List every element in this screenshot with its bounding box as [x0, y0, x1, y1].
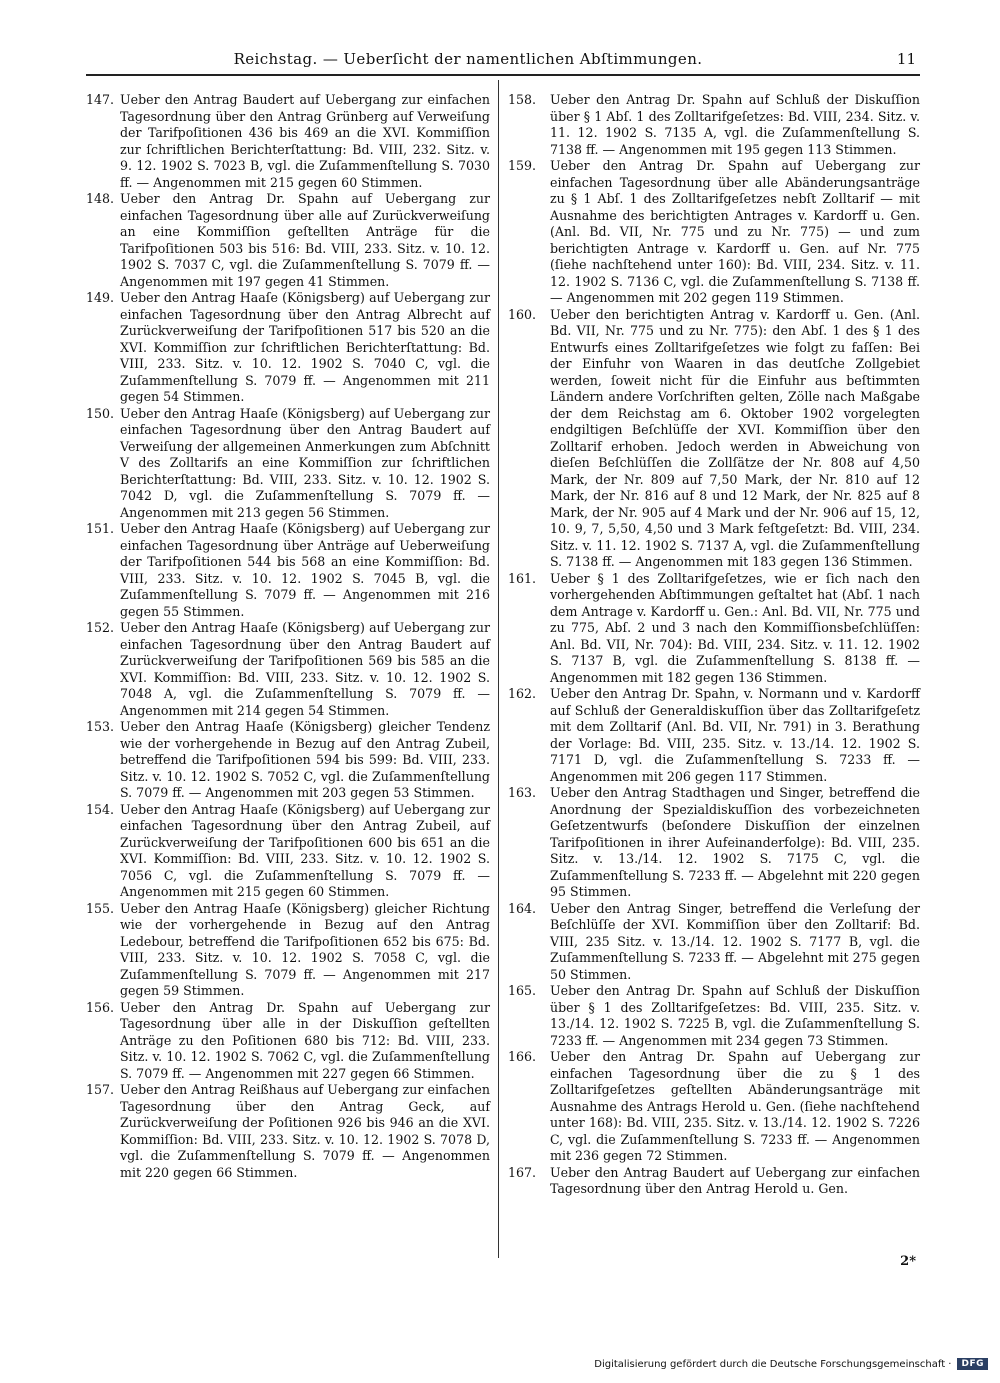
list-item	[86, 92, 490, 191]
entry-text: Ueber den Antrag Haaſe (Königsberg) auf Uebergang zur einfachen Tagesordnung über den Antrag Zubeil, auf Zurückverweiſung der Tarifpoſitionen 600 bis 651 an die XVI. Kommiſſion: Bd. VIII, 233. Sitz. v. 10. 12. 1902 S. 7056 C, vgl. die Zuſammenſtellung S. 7079 ff. — Angenommen mit 215 gegen 60 Stimmen.	[120, 801, 490, 899]
entry-text: Ueber den Antrag Baudert auf Uebergang zur einfachen Tagesordnung über den Antrag Grünberg auf Verweiſung der Tarifpoſitionen 436 bis 469 an die XVI. Kommiſſion zur ſchriftlichen Berichterſtattung: Bd. VIII, 232. Sitz. v. 9. 12. 1902 S. 7023 B, vgl. die Zuſammenſtellung S. 7030 ff. — Angenommen mit 215 gegen 60 Stimmen.	[120, 92, 490, 190]
entry-number: 153.	[86, 719, 115, 734]
entry-number: 150.	[86, 405, 115, 421]
entry-number: 159.	[508, 158, 537, 173]
list-item	[508, 307, 920, 571]
list-item	[86, 901, 490, 1000]
entry-number: 156.	[86, 999, 115, 1015]
entry-number: 154.	[86, 801, 115, 817]
entry-text: Ueber den Antrag Haaſe (Königsberg) auf Uebergang zur einfachen Tagesordnung über den Antrag Baudert auf Zurückverweiſung der Tarifpoſitionen 569 bis 585 an die XVI. Kommiſſion: Bd. VIII, 233. Sitz. v. 10. 12. 1902 S. 7048 A, vgl. die Zuſammenſtellung S. 7079 ff. — Angenommen mit 214 gegen 54 Stimmen.	[120, 620, 490, 718]
entry-number: 161.	[508, 570, 537, 586]
entry-number: 152.	[86, 620, 115, 635]
list-item	[86, 290, 490, 406]
entry-number: 167.	[508, 1164, 537, 1180]
entry-text: Ueber den Antrag Dr. Spahn, v. Normann und v. Kardorff auf Schluß der Generaldiskuſſion über das Zolltarifgeſetz mit dem Zolltarif (Anl. Bd. VII, Nr. 791) in 3. Berathung der Vorlage: Bd. VIII, 235. Sitz. v. 13./14. 12. 1902 S. 7171 D, vgl. die Zuſammenſtellung S. 7233 ff. — Angenommen mit 206 gegen 117 Stimmen.	[550, 686, 920, 784]
list-item	[508, 1165, 920, 1198]
list-item	[508, 1049, 920, 1165]
entry-number: 147.	[86, 92, 115, 107]
entry-number: 157.	[86, 1082, 115, 1097]
list-item	[508, 983, 920, 1049]
list-item	[86, 802, 490, 901]
entry-text: Ueber den Antrag Dr. Spahn auf Schluß der Diskuſſion über § 1 Abſ. 1 des Zolltarifgeſetzes: Bd. VIII, 234. Sitz. v. 11. 12. 1902 S. 7135 A, vgl. die Zuſammenſtellung S. 7138 ff. — Angenommen mit 195 gegen 113 Stimmen.	[550, 92, 920, 157]
list-item	[508, 158, 920, 307]
entry-number: 148.	[86, 191, 115, 206]
entry-number: 151.	[86, 521, 115, 536]
page-header	[86, 44, 920, 76]
entry-number: 158.	[508, 92, 537, 107]
list-item	[508, 785, 920, 901]
entry-text: Ueber den Antrag Haaſe (Königsberg) gleicher Tendenz wie der vorhergehende in Bezug auf den Antrag Zubeil, betreffend die Tarifpoſitionen 594 bis 599: Bd. VIII, 233. Sitz. v. 10. 12. 1902 S. 7052 C, vgl. die Zuſammenſtellung S. 7079 ff. — Angenommen mit 203 gegen 53 Stimmen.	[120, 719, 490, 800]
left-column	[86, 92, 490, 1181]
entry-number: 164.	[508, 900, 537, 916]
entry-text: Ueber den Antrag Dr. Spahn auf Schluß der Diskuſſion über § 1 des Zolltarifgeſetzes: Bd. VIII, 235. Sitz. v. 13./14. 12. 1902 S. 7225 B, vgl. die Zuſammenſtellung S. 7233 ff. — Angenommen mit 234 gegen 73 Stimmen.	[550, 983, 920, 1048]
list-item	[86, 719, 490, 802]
entry-number: 163.	[508, 785, 537, 800]
page-number: 11	[896, 50, 916, 68]
entry-number: 149.	[86, 290, 115, 305]
list-item	[508, 901, 920, 984]
entry-number: 165.	[508, 983, 537, 998]
entry-text: Ueber den Antrag Dr. Spahn auf Uebergang zur einfachen Tagesordnung über alle Abänderungsanträge zu § 1 Abſ. 1 des Zolltarifgeſetzes nebſt Zolltarif — mit Ausnahme des berichtigten Antrages v. Kardorff u. Gen. (Anl. Bd. VII, Nr. 775 und zu Nr. 775) — und zum berichtigten Antrage v. Kardorff u. Gen. auf Nr. 775 (ſiehe nachſtehend unter 160): Bd. VIII, 234. Sitz. v. 11. 12. 1902 S. 7136 C, vgl. die Zuſammenſtellung S. 7138 ff. — Angenommen mit 202 gegen 119 Stimmen.	[550, 158, 920, 305]
footer	[594, 1358, 988, 1370]
entry-text: Ueber § 1 des Zolltarifgeſetzes, wie er ſich nach den vorhergehenden Abſtimmungen geſtaltet hat (Abſ. 1 nach dem Antrage v. Kardorff u. Gen.: Anl. Bd. VII, Nr. 775 und zu 775, Abſ. 2 und 3 nach den Kommiſſionsbeſchlüſſen: Anl. Bd. VII, Nr. 704): Bd. VIII, 234. Sitz. v. 11. 12. 1902 S. 7137 B, vgl. die Zuſammenſtellung S. 8138 ff. — Angenommen mit 182 gegen 136 Stimmen.	[550, 570, 920, 685]
entry-text: Ueber den Antrag Stadthagen und Singer, betreffend die Anordnung der Spezialdiskuſſion des vorbezeichneten Geſetzentwurfs (beſondere Diskuſſion der einzelnen Tarifpoſitionen in ihrer Aufeinanderfolge): Bd. VIII, 235. Sitz. v. 13./14. 12. 1902 S. 7175 C, vgl. die Zuſammenſtellung S. 7233 ff. — Abgelehnt mit 220 gegen 95 Stimmen.	[550, 785, 920, 899]
entry-text: Ueber den Antrag Baudert auf Uebergang zur einfachen Tagesordnung über den Antrag Herold u. Gen.	[550, 1164, 920, 1196]
entry-number: 155.	[86, 900, 115, 916]
entry-text: Ueber den Antrag Dr. Spahn auf Uebergang zur einfachen Tagesordnung über alle auf Zurückverweiſung an eine Kommiſſion geſtellten Anträge für die Tarifpoſitionen 503 bis 516: Bd. VIII, 233. Sitz. v. 10. 12. 1902 S. 7037 C, vgl. die Zuſammenſtellung S. 7079 ff. — Angenommen mit 197 gegen 41 Stimmen.	[120, 191, 490, 289]
entry-text: Ueber den Antrag Dr. Spahn auf Uebergang zur einfachen Tagesordnung über die zu § 1 des Zolltarifgeſetzes geſtellten Abänderungsanträge mit Ausnahme des Antrags Herold u. Gen. (ſiehe nachſtehend unter 168): Bd. VIII, 235. Sitz. v. 13./14. 12. 1902 S. 7226 C, vgl. die Zuſammenſtellung S. 7233 ff. — Angenommen mit 236 gegen 72 Stimmen.	[550, 1049, 920, 1163]
signature-mark: 2*	[900, 1254, 916, 1269]
entry-text: Ueber den Antrag Singer, betreffend die Verleſung der Beſchlüſſe der XVI. Kommiſſion über den Zolltarif: Bd. VIII, 235 Sitz. v. 13./14. 12. 1902 S. 7177 B, vgl. die Zuſammenſtellung S. 7233 ff. — Abgelehnt mit 275 gegen 50 Stimmen.	[550, 900, 920, 982]
list-item	[508, 92, 920, 158]
list-item	[86, 620, 490, 719]
list-item	[86, 406, 490, 522]
list-item	[508, 571, 920, 687]
entry-text: Ueber den Antrag Haaſe (Königsberg) auf Uebergang zur einfachen Tagesordnung über Anträge auf Ueberweiſung der Tarifpoſitionen 544 bis 568 an eine Kommiſſion: Bd. VIII, 233. Sitz. v. 10. 12. 1902 S. 7045 B, vgl. die Zuſammenſtellung S. 7079 ff. — Angenommen mit 216 gegen 55 Stimmen.	[120, 521, 490, 619]
footer-text: Digitalisierung gefördert durch die Deutsche Forschungsgemeinschaft ·	[594, 1358, 952, 1370]
dfg-logo: DFG	[957, 1358, 988, 1370]
column-divider	[498, 80, 499, 1258]
entry-text: Ueber den Antrag Dr. Spahn auf Uebergang zur Tagesordnung über alle in der Diskuſſion geſtellten Anträge zu den Poſitionen 680 bis 712: Bd. VIII, 233. Sitz. v. 10. 12. 1902 S. 7062 C, vgl. die Zuſammenſtellung S. 7079 ff. — Angenommen mit 227 gegen 66 Stimmen.	[120, 999, 490, 1081]
entry-text: Ueber den Antrag Reißhaus auf Uebergang zur einfachen Tagesordnung über den Antrag Geck, auf Zurückverweiſung der Poſitionen 926 bis 946 an die XVI. Kommiſſion: Bd. VIII, 233. Sitz. v. 10. 12. 1902 S. 7078 D, vgl. die Zuſammenſtellung S. 7079 ff. — Angenommen mit 220 gegen 66 Stimmen.	[120, 1082, 490, 1180]
entry-text: Ueber den Antrag Haaſe (Königsberg) gleicher Richtung wie der vorhergehende in Bezug auf den Antrag Ledebour, betreffend die Tarifpoſitionen 652 bis 675: Bd. VIII, 233. Sitz. v. 10. 12. 1902 S. 7058 C, vgl. die Zuſammenſtellung S. 7079 ff. — Angenommen mit 217 gegen 59 Stimmen.	[120, 900, 490, 998]
list-item	[86, 1000, 490, 1083]
entry-number: 160.	[508, 306, 537, 322]
list-item	[86, 521, 490, 620]
list-item	[508, 686, 920, 785]
list-item	[86, 191, 490, 290]
entry-number: 166.	[508, 1049, 537, 1064]
list-item	[86, 1082, 490, 1181]
right-column	[508, 92, 920, 1198]
entry-text: Ueber den Antrag Haaſe (Königsberg) auf Uebergang zur einfachen Tagesordnung über den Antrag Albrecht auf Zurückverweiſung der Tarifpoſitionen 517 bis 520 an die XVI. Kommiſſion zur ſchriftlichen Berichterſtattung: Bd. VIII, 233. Sitz. v. 10. 12. 1902 S. 7040 C, vgl. die Zuſammenſtellung S. 7079 ff. — Angenommen mit 211 gegen 54 Stimmen.	[120, 290, 490, 404]
entry-text: Ueber den Antrag Haaſe (Königsberg) auf Uebergang zur einfachen Tagesordnung über den Antrag Baudert auf Verweiſung der allgemeinen Anmerkungen zum Abſchnitt V des Zolltarifs an eine Kommiſſion zur ſchriftlichen Berichterſtattung: Bd. VIII, 233. Sitz. v. 10. 12. 1902 S. 7042 D, vgl. die Zuſammenſtellung S. 7079 ff. — Angenommen mit 213 gegen 56 Stimmen.	[120, 405, 490, 520]
page-title: Reichstag. — Ueberſicht der namentlichen Abſtimmungen.	[233, 50, 703, 68]
entry-number: 162.	[508, 686, 537, 701]
entry-text: Ueber den berichtigten Antrag v. Kardorff u. Gen. (Anl. Bd. VII, Nr. 775 und zu Nr. 775): den Abſ. 1 des § 1 des Entwurfs eines Zolltarifgeſetzes wie folgt zu faſſen: Bei der Einfuhr von Waaren in das deutſche Zollgebiet werden, ſoweit nicht für die Einfuhr aus beſtimmten Ländern andere Vorſchriften gelten, Zölle nach Maßgabe der dem Reichstag am 6. Oktober 1902 vorgelegten endgiltigen Beſchlüſſe der XVI. Kommiſſion über den Zolltarif erhoben. Jedoch werden in Abweichung von dieſen Beſchlüſſen die Zollſätze der Nr. 808 auf 4,50 Mark, der Nr. 809 auf 7,50 Mark, der Nr. 810 auf 12 Mark, der Nr. 816 auf 8 und 12 Mark, der Nr. 825 auf 8 Mark, der Nr. 905 auf 4 Mark und der Nr. 906 auf 15, 12, 10. 9, 7, 5,50, 4,50 und 3 Mark feſtgeſetzt: Bd. VIII, 234. Sitz. v. 11. 12. 1902 S. 7137 A, vgl. die Zuſammenſtellung S. 7138 ff. — Angenommen mit 183 gegen 136 Stimmen.	[550, 306, 920, 569]
